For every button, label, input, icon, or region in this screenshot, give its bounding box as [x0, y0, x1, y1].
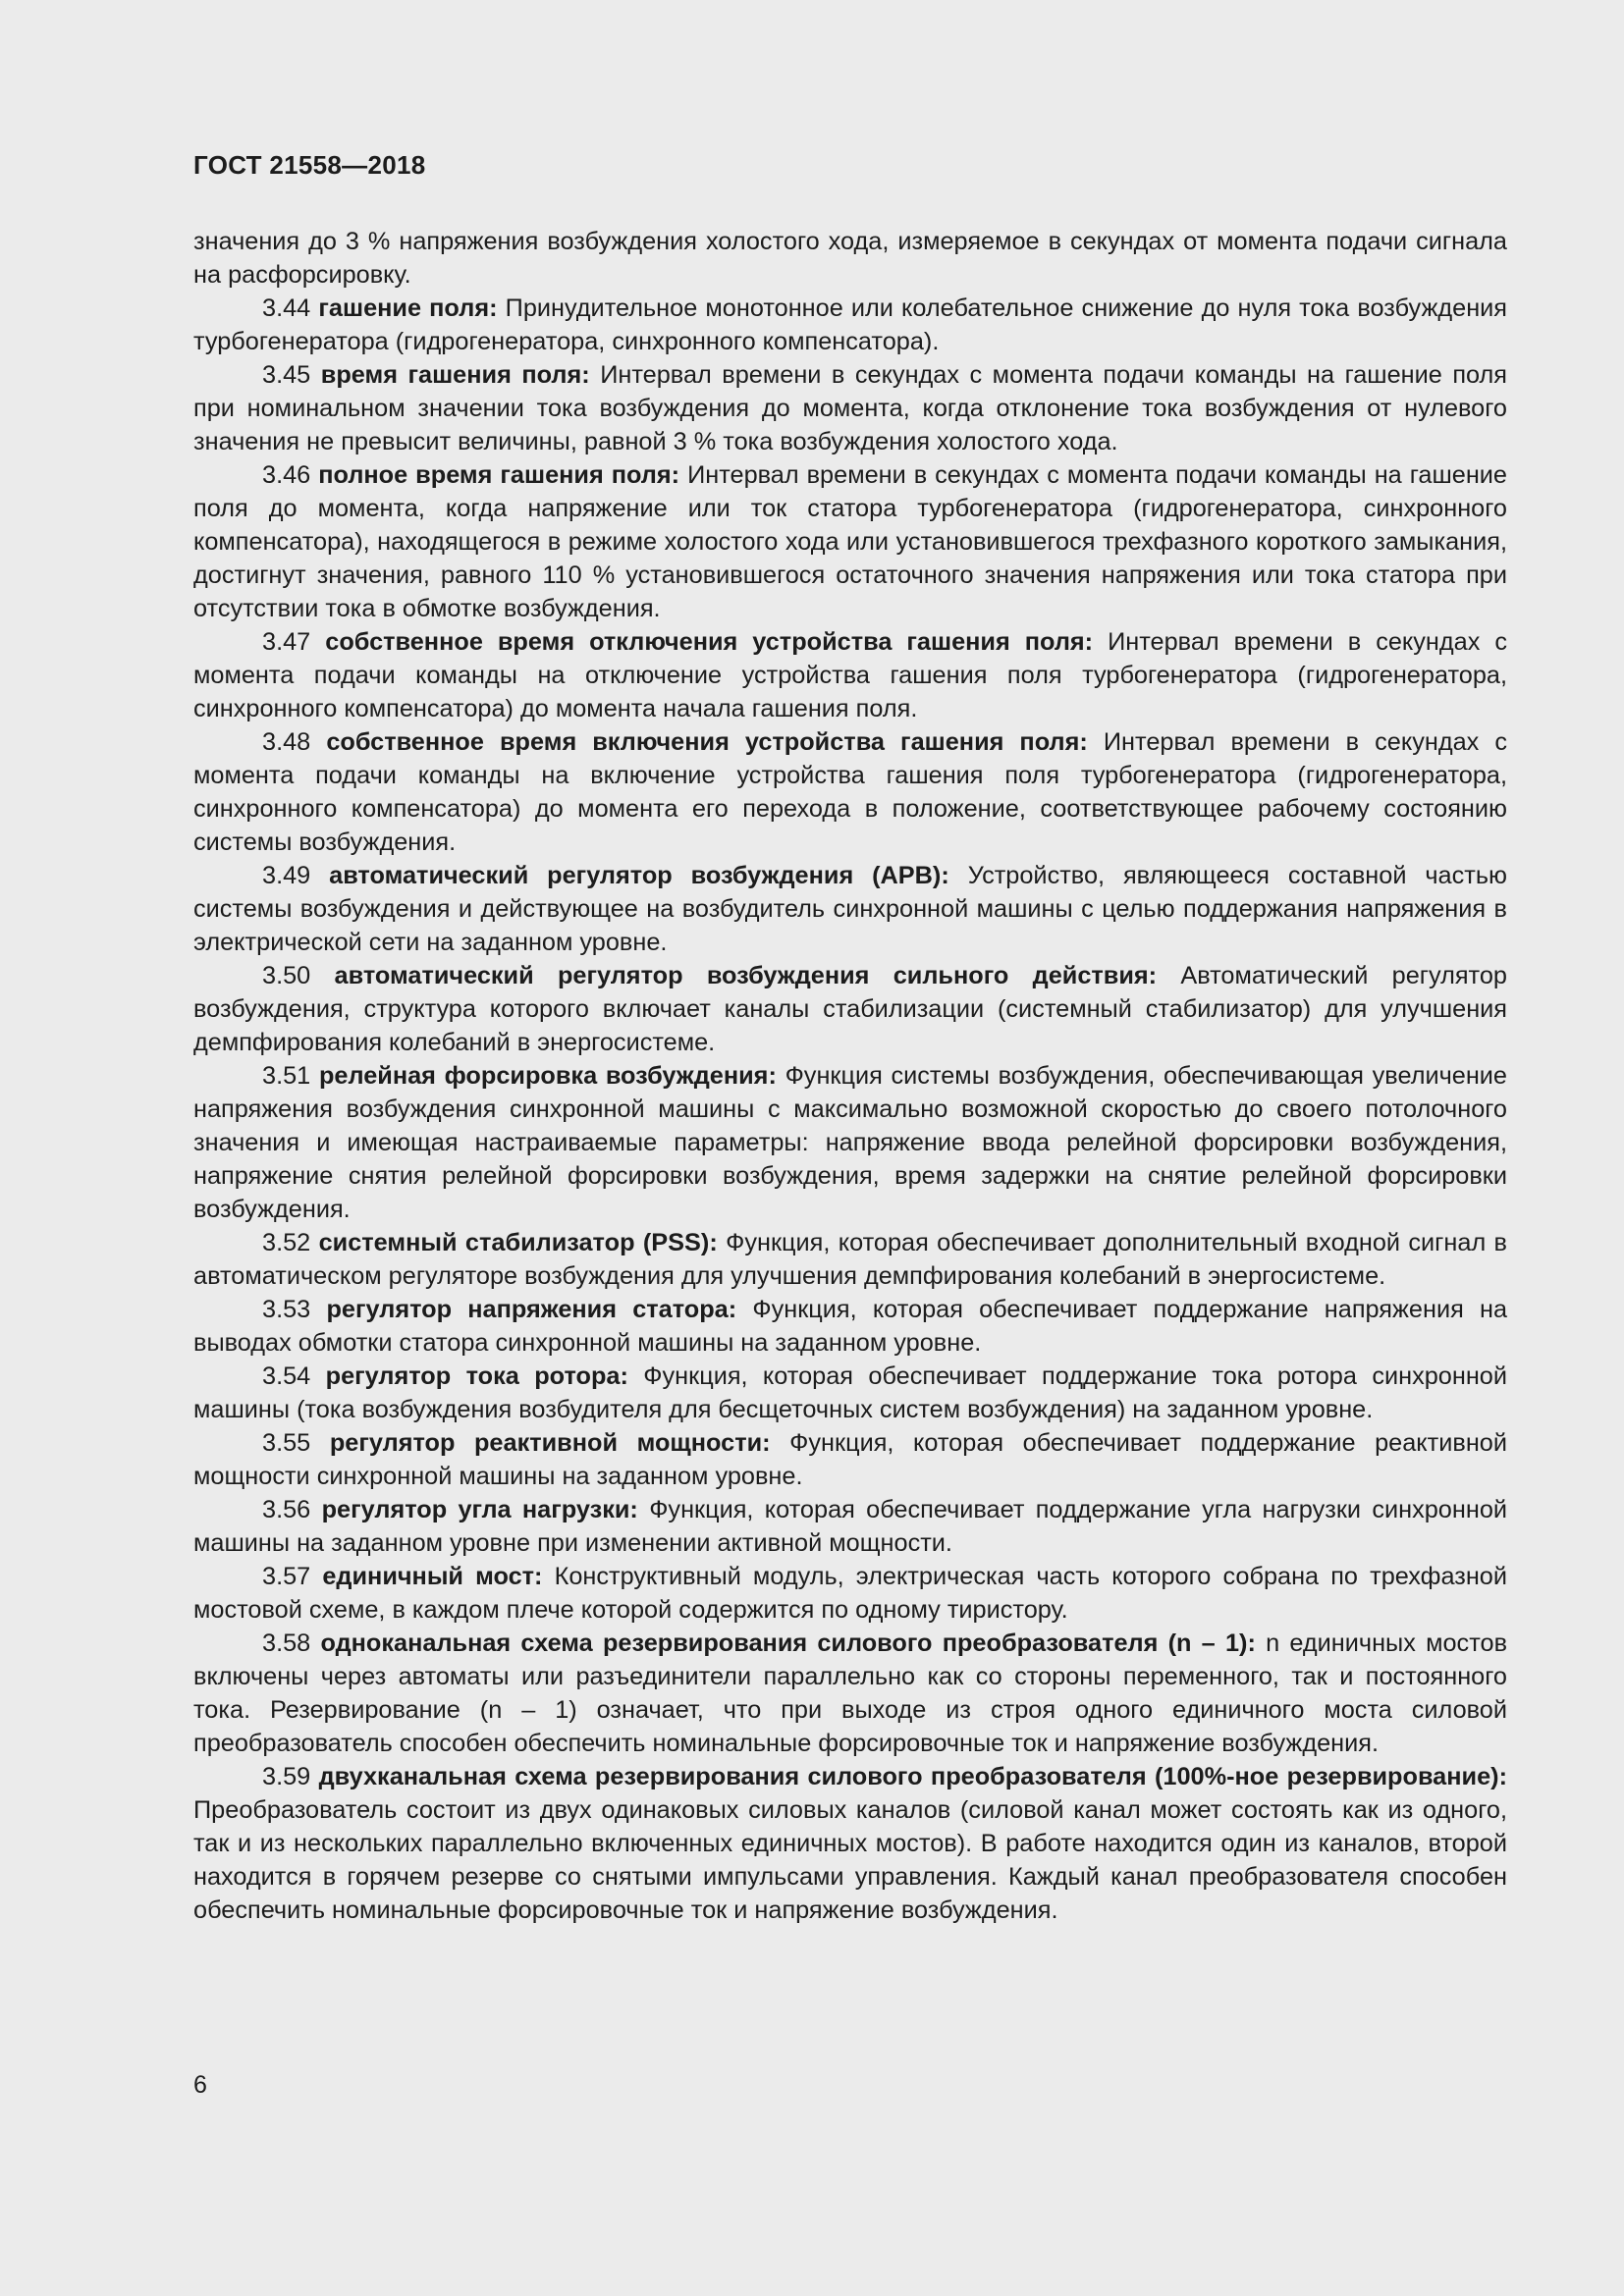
- term-number: 3.51: [262, 1062, 311, 1090]
- term-number: 3.54: [262, 1362, 311, 1390]
- page-number: 6: [193, 2071, 207, 2099]
- term-number: 3.45: [262, 361, 311, 389]
- term-definition: Принудительное монотонное или колебательное снижение до нуля тока возбуждения турбогенератора (гидрогенератора, синхронного компенсатора).: [193, 294, 1508, 355]
- term-entry: [193, 458, 1507, 625]
- term-number: 3.44: [262, 294, 311, 322]
- term-definition: Функция системы возбуждения, обеспечивающая увеличение напряжения возбуждения синхронной машины с максимально возможной скоростью до своего потолочного значения и имеющая настраиваемые параметры: напряжение ввода релейной форсировки возбуждения, напряжение снятия релейной форсировки возбуждения, время задержки на снятие релейной форсировки возбуждения.: [193, 1062, 1508, 1223]
- term-number: 3.49: [262, 862, 311, 889]
- term-entry: [193, 1293, 1507, 1360]
- term-title: регулятор тока ротора:: [325, 1362, 628, 1390]
- term-entry: [193, 1226, 1507, 1293]
- terms-list: [193, 292, 1507, 1927]
- term-number: 3.52: [262, 1229, 311, 1256]
- term-entry: [193, 1493, 1507, 1560]
- term-entry: [193, 625, 1507, 725]
- term-number: 3.48: [262, 728, 311, 756]
- term-number: 3.58: [262, 1629, 311, 1657]
- term-definition: Интервал времени в секундах с момента подачи команды на отключение устройства гашения поля турбогенератора (гидрогенератора, синхронного компенсатора) до момента начала гашения поля.: [193, 628, 1507, 722]
- term-definition: Конструктивный модуль, электрическая часть которого собрана по трехфазной мостовой схеме, в каждом плече которой содержится по одному тиристору.: [193, 1563, 1508, 1624]
- document-body: [193, 225, 1507, 1927]
- term-number: 3.56: [262, 1496, 311, 1523]
- term-title: полное время гашения поля:: [318, 461, 680, 489]
- term-title: автоматический регулятор возбуждения (АРВ):: [329, 862, 949, 889]
- term-entry: [193, 292, 1507, 358]
- term-title: регулятор реактивной мощности:: [329, 1429, 771, 1457]
- term-definition: Функция, которая обеспечивает поддержание тока ротора синхронной машины (тока возбуждения возбудителя для бесщеточных систем возбуждения) на заданном уровне.: [193, 1362, 1507, 1423]
- term-title: регулятор угла нагрузки:: [321, 1496, 638, 1523]
- term-entry: [193, 1360, 1507, 1426]
- term-entry: [193, 1560, 1507, 1627]
- term-title: собственное время отключения устройства гашения поля:: [325, 628, 1094, 656]
- term-entry: [193, 1426, 1507, 1493]
- term-title: единичный мост:: [322, 1563, 543, 1590]
- term-definition: Интервал времени в секундах с момента подачи команды на включение устройства гашения поля турбогенератора (гидрогенератора, синхронного компенсатора) до момента его перехода в положение, соответствующее рабочему состоянию системы возбуждения.: [193, 728, 1508, 856]
- term-title: автоматический регулятор возбуждения сильного действия:: [334, 962, 1158, 989]
- term-number: 3.46: [262, 461, 311, 489]
- term-title: системный стабилизатор (PSS):: [318, 1229, 718, 1256]
- term-number: 3.57: [262, 1563, 311, 1590]
- term-definition: Интервал времени в секундах с момента подачи команды на гашение поля при номинальном значении тока возбуждения до момента, когда отклонение тока возбуждения от нулевого значения не превысит величины, равной 3 % тока возбуждения холостого хода.: [193, 361, 1508, 455]
- document-header: ГОСТ 21558—2018: [193, 150, 426, 180]
- term-entry: [193, 1059, 1507, 1226]
- term-entry: [193, 959, 1507, 1059]
- term-entry: [193, 358, 1507, 458]
- term-entry: [193, 1627, 1507, 1760]
- term-definition: Устройство, являющееся составной частью системы возбуждения и действующее на возбудитель синхронной машины с целью поддержания напряжения в электрической сети на заданном уровне.: [193, 862, 1507, 956]
- term-title: собственное время включения устройства гашения поля:: [326, 728, 1088, 756]
- term-title: релейная форсировка возбуждения:: [318, 1062, 777, 1090]
- term-entry: [193, 725, 1507, 859]
- term-number: 3.47: [262, 628, 311, 656]
- term-definition: Преобразователь состоит из двух одинаковых силовых каналов (силовой канал может состоять как из одного, так и из нескольких параллельно включенных единичных мостов). В работе находится один из каналов, второй находится в горячем резерве со снятыми импульсами управления. Каждый канал преобразователя способен обеспечить номинальные форсировочные ток и напряжение возбуждения.: [193, 1796, 1507, 1924]
- continuation-paragraph: значения до 3 % напряжения возбуждения холостого хода, измеряемое в секундах от момента подачи сигнала на расфорсировку.: [193, 228, 1507, 289]
- term-title: одноканальная схема резервирования силового преобразователя (n – 1):: [320, 1629, 1256, 1657]
- term-number: 3.53: [262, 1296, 311, 1323]
- term-definition: Функция, которая обеспечивает поддержание угла нагрузки синхронной машины на заданном уровне при изменении активной мощности.: [193, 1496, 1508, 1557]
- term-definition: n единичных мостов включены через автоматы или разъединители параллельно как со стороны переменного, так и постоянного тока. Резервирование (n – 1) означает, что при выходе из строя одного единичного моста силовой преобразователь способен обеспечить номинальные форсировочные ток и напряжение возбуждения.: [193, 1629, 1508, 1757]
- term-title: гашение поля:: [318, 294, 498, 322]
- term-title: двухканальная схема резервирования силового преобразователя (100%-ное резервирование):: [318, 1763, 1507, 1790]
- term-definition: Интервал времени в секундах с момента подачи команды на гашение поля до момента, когда напряжение или ток статора турбогенератора (гидрогенератора, синхронного компенсатора), находящегося в режиме холостого хода или установившегося трехфазного короткого замыкания, достигнут значения, равного 110 % установившегося остаточного значения напряжения или тока статора при отсутствии тока в обмотке возбуждения.: [193, 461, 1508, 622]
- term-number: 3.59: [262, 1763, 311, 1790]
- term-definition: Автоматический регулятор возбуждения, структура которого включает каналы стабилизации (системный стабилизатор) для улучшения демпфирования колебаний в энергосистеме.: [193, 962, 1507, 1056]
- term-definition: Функция, которая обеспечивает поддержание напряжения на выводах обмотки статора синхронной машины на заданном уровне.: [193, 1296, 1508, 1357]
- term-entry: [193, 859, 1507, 959]
- term-definition: Функция, которая обеспечивает дополнительный входной сигнал в автоматическом регуляторе возбуждения для улучшения демпфирования колебаний в энергосистеме.: [193, 1229, 1507, 1290]
- term-number: 3.50: [262, 962, 311, 989]
- term-number: 3.55: [262, 1429, 311, 1457]
- term-definition: Функция, которая обеспечивает поддержание реактивной мощности синхронной машины на заданном уровне.: [193, 1429, 1507, 1490]
- term-title: время гашения поля:: [320, 361, 590, 389]
- term-entry: [193, 1760, 1507, 1927]
- term-title: регулятор напряжения статора:: [326, 1296, 737, 1323]
